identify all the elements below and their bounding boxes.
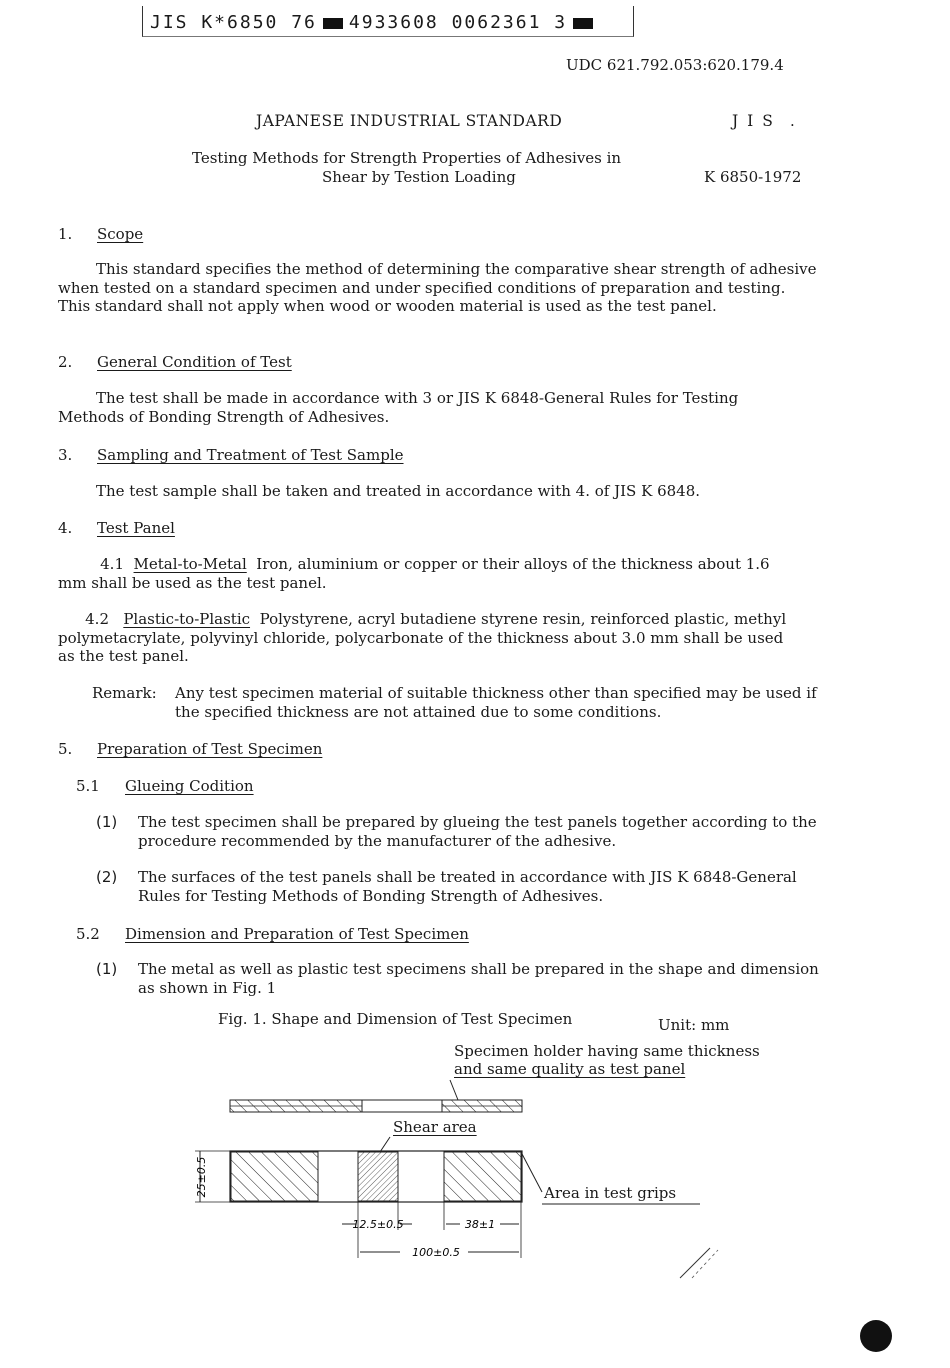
clause-title-glueing: Glueing Codition <box>125 777 254 795</box>
section-title-test-panel: Test Panel <box>97 519 175 537</box>
clause-number: 4.2 <box>85 610 109 628</box>
section-title-general-condition: General Condition of Test <box>97 353 292 371</box>
section-number: 4. <box>58 519 73 537</box>
item-number: (2) <box>96 868 118 886</box>
shear-area-label: Shear area <box>393 1118 477 1136</box>
remark-text: Any test specimen material of suitable thickness other than specified may be used if the specified thickness are not attained due to some conditions. <box>175 684 817 721</box>
specimen-plan-view <box>230 1137 700 1204</box>
document-title-line2: Shear by Testion Loading <box>322 168 516 186</box>
dimension-overlap-label: 12.5±0.5 <box>352 1218 404 1231</box>
document-number: K 6850-1972 <box>704 168 802 186</box>
clause-number: 5.1 <box>76 777 100 795</box>
section-number: 5. <box>58 740 73 758</box>
stamp-code: 4933608 0062361 3 <box>348 12 568 33</box>
figure-caption: Fig. 1. Shape and Dimension of Test Specimen <box>218 1010 573 1028</box>
section-number: 3. <box>58 446 73 464</box>
section-title-scope: Scope <box>97 225 144 243</box>
dimension-width <box>195 1151 230 1202</box>
item-text: The test specimen shall be prepared by glueing the test panels together according to the procedure recommended by the manufacturer of the adhesive. <box>138 813 817 850</box>
sampling-paragraph: The test sample shall be taken and treated in accordance with 4. of JIS K 6848. <box>96 482 701 500</box>
scope-paragraph: This standard specifies the method of determining the comparative shear strength of adhesive when tested on a standard specimen and under specified conditions of preparation and testing. This standard shall not apply when wood or wooden material is used as the test panel. <box>58 260 817 315</box>
dimension-grip-label: 38±1 <box>464 1218 496 1231</box>
item-number: (1) <box>96 813 118 831</box>
jis-label: J I S <box>732 112 775 130</box>
clause-title-dimension: Dimension and Preparation of Test Specimen <box>125 925 469 943</box>
dimension-total-label: 100±0.5 <box>412 1246 460 1259</box>
clause-text: Polystyrene, acryl butadiene styrene resin, reinforced plastic, methyl polymetacrylate, polyvinyl chloride, polycarbonate of the thickness about 3.0 mm shall be used as the test panel. <box>58 610 787 665</box>
clause-title: Plastic-to-Plastic <box>123 610 251 628</box>
dimension-total <box>360 1246 519 1259</box>
figure-unit: Unit: mm <box>658 1016 730 1034</box>
section-title-sampling: Sampling and Treatment of Test Sample <box>97 446 404 464</box>
standard-heading: JAPANESE INDUSTRIAL STANDARD <box>256 112 563 130</box>
clause-title: Metal-to-Metal <box>133 555 247 573</box>
section-title-preparation: Preparation of Test Specimen <box>97 740 323 758</box>
stray-mark <box>692 1250 718 1278</box>
dimension-width-label: 25±0.5 <box>195 1156 208 1198</box>
clause-number: 5.2 <box>76 925 100 943</box>
document-title-line1: Testing Methods for Strength Properties of Adhesives in <box>192 149 622 167</box>
udc-number: UDC 621.792.053:620.179.4 <box>566 56 784 74</box>
punch-hole-mark <box>860 1320 892 1352</box>
holder-label-line2: and same quality as test panel <box>454 1060 686 1078</box>
item-text: The metal as well as plastic test specimens shall be prepared in the shape and dimension as shown in Fig. 1 <box>138 960 819 997</box>
section-number: 2. <box>58 353 73 371</box>
specimen-side-view <box>230 1080 522 1112</box>
remark-label: Remark: <box>92 684 157 702</box>
dot-mark: . <box>790 112 795 130</box>
clause-number: 4.1 <box>100 555 124 573</box>
stamp-left-code: JIS K*6850 76 <box>150 12 317 33</box>
clause-text: Iron, aluminium or copper or their alloys of the thickness about 1.6 mm shall be used as the test panel. <box>58 555 770 592</box>
holder-label-line1: Specimen holder having same thickness <box>454 1042 760 1060</box>
grip-area-label: Area in test grips <box>544 1184 677 1202</box>
section-number: 1. <box>58 225 73 243</box>
item-text: The surfaces of the test panels shall be treated in accordance with JIS K 6848-General Rules for Testing Methods of Bonding Strength of Adhesives. <box>138 868 797 905</box>
item-number: (1) <box>96 960 118 978</box>
general-condition-paragraph: The test shall be made in accordance with 3 or JIS K 6848-General Rules for Testing Methods of Bonding Strength of Adhesives. <box>58 389 739 426</box>
